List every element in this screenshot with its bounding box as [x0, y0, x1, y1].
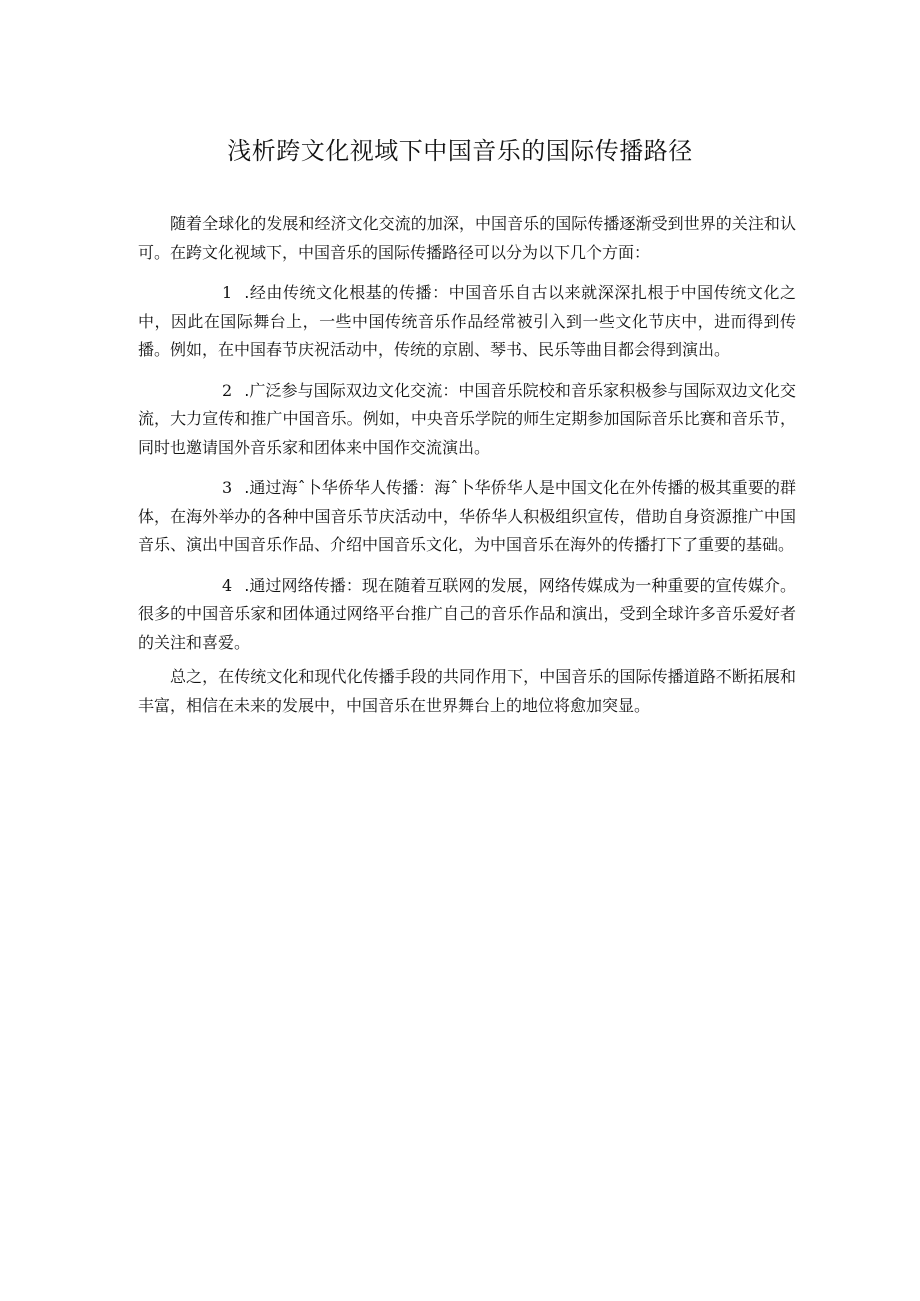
item-text: .通过海ˆ卜华侨华人传播：海ˆ卜华侨华人是中国文化在外传播的极其重要的群体，在海外举办的各种中国音乐节庆活动中，华侨华人积极组织宣传，借助自身资源推广中国音乐、演出中国音乐作品、介绍中国音乐文化，为中国音乐在海外的传播打下了重要的基础。	[138, 478, 796, 554]
item-number: 1	[222, 283, 233, 302]
item-text: .广泛参与国际双边文化交流：中国音乐院校和音乐家积极参与国际双边文化交流，大力宣传和推广中国音乐。例如，中央音乐学院的师生定期参加国际音乐比赛和音乐节，同时也邀请国外音乐家和团体来中国作交流演出。	[138, 380, 796, 457]
document-title: 浅析跨文化视域下中国音乐的国际传播路径	[227, 137, 693, 165]
list-item	[138, 474, 796, 560]
item-text: .通过网络传播：现在随着互联网的发展，网络传媒成为一种重要的宣传媒介。很多的中国音乐家和团体通过网络平台推广自己的音乐作品和演出，受到全球许多音乐爱好者的关注和喜爱。	[138, 575, 796, 652]
list-item	[138, 377, 796, 463]
item-text: .经由传统文化根基的传播：中国音乐自古以来就深深扎根于中国传统文化之中，因此在国际舞台上，一些中国传统音乐作品经常被引入到一些文化节庆中，进而得到传播。例如，在中国春节庆祝活动中，传统的京剧、琴书、民乐等曲目都会得到演出。	[138, 283, 796, 359]
intro-paragraph: 随着全球化的发展和经济文化交流的加深，中国音乐的国际传播逐渐受到世界的关注和认可。在跨文化视域下，中国音乐的国际传播路径可以分为以下几个方面：	[138, 214, 796, 262]
conclusion-paragraph: 总之，在传统文化和现代化传播手段的共同作用下，中国音乐的国际传播道路不断拓展和丰富，相信在未来的发展中，中国音乐在世界舞台上的地位将愈加突显。	[138, 667, 796, 715]
item-number: 2	[222, 380, 233, 400]
document-body	[138, 210, 796, 732]
list-item	[138, 279, 796, 365]
item-number: 4	[222, 575, 233, 595]
list-item	[138, 572, 796, 658]
item-number: 3	[222, 478, 233, 497]
